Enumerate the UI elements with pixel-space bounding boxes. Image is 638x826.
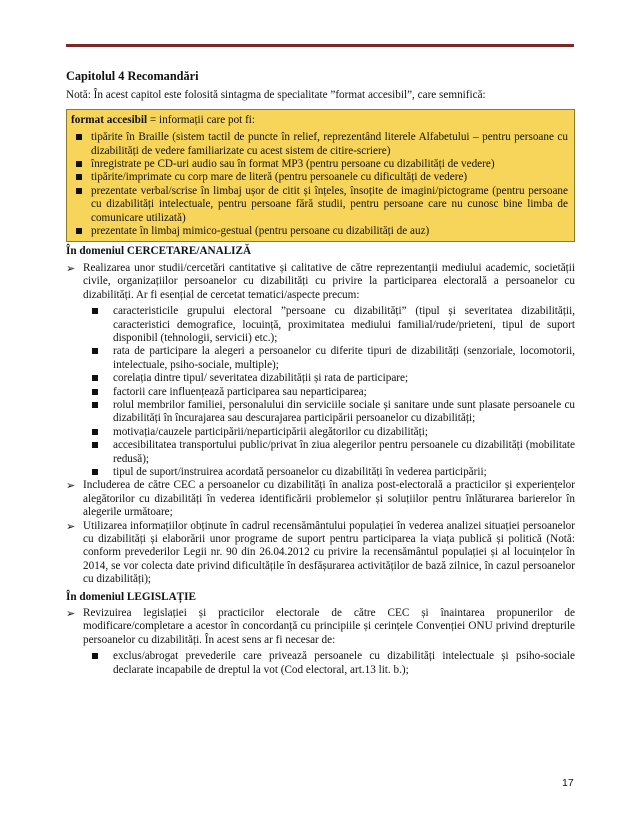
list-item: exclus/abrogat prevederile care privează persoanele cu dizabilități intelectuale și psiho-sociale declarate incapabile de dreptul la vot (Cod electoral, art.13 lit. b.); (83, 650, 575, 677)
list-item: factorii care influențează participarea sau neparticiparea; (83, 386, 575, 399)
arrow-bullet-icon: ➢ (66, 479, 76, 493)
list-item: caracteristicile grupului electoral ”persoane cu dizabilități” (tipul și severitatea dizabilității, caracteristici demografice, locuință, proximitatea mediului familial/rude/prieteni, tipul de suport disponibil (tehnologii, servicii) etc.); (83, 305, 575, 345)
research-intro: Realizarea unor studii/cercetări cantitative și calitative de către reprezentanții mediului academic, societății civile, organizațiilor persoanelor cu dizabilități cu privire la participarea electorală a persoanelor cu dizabilități. Ar fi esențial de cercetat tematici/aspecte precum: (83, 261, 575, 301)
box-definition-text: = informații care pot fi: (147, 113, 256, 126)
list-item: prezentate verbal/scrise în limbaj ușor de citit și înțeles, însoțite de imagini/pictograme (pentru persoane cu dizabilități intelectuale, pentru persoane fără studii, pentru persoane care nu cunosc bine limba de comunicare utilizată) (71, 185, 568, 225)
research-item-3: Utilizarea informațiilor obținute în cadrul recensământului populației în vederea analizei situației persoanelor cu dizabilități și elaborării unor programe de suport pentru participarea la viața publică și politică (Notă: conform prevederilor Legii nr. 90 din 26.04.2012 cu privire la recensământul populației și al locuințelor în 2014, se vor colecta date privind dificultățile în desfășurarea activităților de bază zilnice, în cazul persoanelor cu dizabilități); (83, 519, 575, 586)
list-item: accesibilitatea transportului public/privat în ziua alegerilor pentru persoanele cu dizabilități (mobilitate redusă); (83, 439, 575, 466)
list-item (66, 479, 575, 519)
box-list (71, 131, 568, 238)
list-item (66, 262, 575, 480)
arrow-bullet-icon: ➢ (66, 607, 76, 621)
research-sublist (83, 305, 575, 479)
list-item: tipul de suport/instruirea acordată persoanelor cu dizabilități în vederea participării; (83, 466, 575, 479)
section-title-legislation: În domeniul LEGISLAȚIE (66, 590, 196, 603)
list-item: înregistrate pe CD-uri audio sau în format MP3 (pentru persoane cu dizabilități de vedere) (71, 158, 568, 171)
box-definition (71, 114, 568, 127)
list-item: motivația/cauzele participării/neparticipării alegătorilor cu dizabilități; (83, 426, 575, 439)
accessible-format-box (66, 109, 575, 243)
arrow-bullet-icon: ➢ (66, 519, 76, 533)
arrow-bullet-icon: ➢ (66, 261, 76, 275)
box-term: format accesibil (71, 113, 148, 126)
list-item: tipărite în Braille (sistem tactil de puncte în relief, reprezentând literele Alfabetului – pentru persoane cu dizabilități de vedere familiarizate cu acest sistem de citire-scriere) (71, 131, 568, 158)
section-title-research: În domeniul CERCETARE/ANALIZĂ (66, 245, 252, 258)
legislation-sublist (83, 650, 575, 677)
legislation-list (66, 607, 575, 677)
legislation-intro: Revizuirea legislației și practicilor electorale de către CEC și înaintarea propunerilor de modificare/completare a acestor în concordanță cu principiile și cerințele Convenției ONU privind drepturile persoanelor cu dizabilități. În acest sens ar fi necesar de: (83, 607, 575, 646)
chapter-title: Capitolul 4 Recomandări (66, 69, 199, 83)
list-item: prezentate în limbaj mimico-gestual (pentru persoane cu dizabilități de auz) (71, 225, 568, 238)
header-rule (66, 44, 574, 47)
note-text: Notă: În acest capitol este folosită sintagma de specialitate ”format accesibil”, care semnifică: (66, 89, 486, 102)
list-item: rata de participare la alegeri a persoanelor cu diferite tipuri de dizabilități (senzoriale, locomotorii, intelectuale, psiho-sociale, multiple); (83, 345, 575, 372)
list-item: rolul membrilor familiei, personalului din serviciile sociale și sanitare unde sunt plasate persoanele cu dizabilități în încurajarea sau descurajarea participării persoanelor cu dizabilități; (83, 399, 575, 426)
list-item: tipărite/imprimate cu corp mare de literă (pentru persoanele cu dificultăți de vedere) (71, 171, 568, 184)
research-item-2: Includerea de către CEC a persoanelor cu dizabilități în analiza post-electorală a practicilor și experiențelor alegătorilor cu dizabilități în vederea identificării problemelor și soluțiilor pentru înlăturarea barierelor în alegerile următoare; (83, 479, 575, 519)
list-item (66, 607, 575, 677)
page-number: 17 (562, 777, 574, 789)
list-item (66, 520, 575, 587)
research-list (66, 262, 575, 587)
list-item: corelația dintre tipul/ severitatea dizabilității și rata de participare; (83, 372, 575, 385)
document-page (66, 70, 575, 677)
